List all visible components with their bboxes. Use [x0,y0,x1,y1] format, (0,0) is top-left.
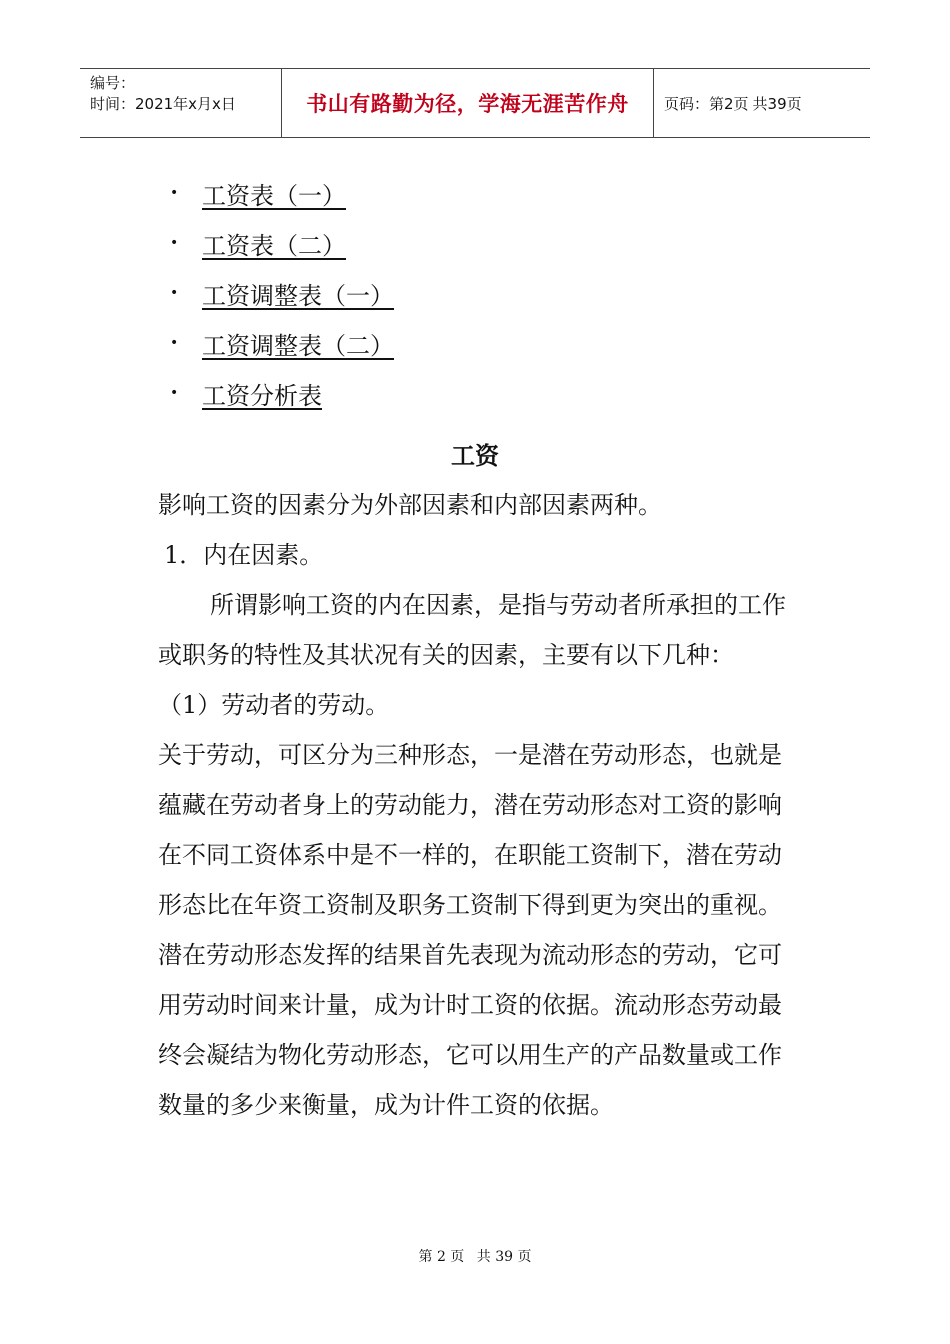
paragraph: 关于劳动，可区分为三种形态，一是潜在劳动形态，也就是蕴藏在劳动者身上的劳动能力，潜在劳动形态对工资的影响在不同工资体系中是不一样的，在职能工资制下，潜在劳动形态比在年资工资制及职务工资制下得到更为突出的重视。潜在劳动形态发挥的结果首先表现为流动形态的劳动，它可用劳动时间来计量，成为计时工资的依据。流动形态劳动最终会凝结为物化劳动形态，它可以用生产的产品数量或工作数量的多少来衡量，成为计件工资的依据。 [158,741,782,1119]
paragraph: （1）劳动者的劳动。 [158,691,390,719]
header-total-label: 共39页 [752,94,802,113]
toc-item [170,318,394,368]
paragraph: 影响工资的因素分为外部因素和内部因素两种。 [158,491,662,519]
bullet-icon: • [170,285,179,301]
footer-total: 共 39 页 [476,1249,532,1265]
header-motto: 书山有路勤为径，学海无涯苦作舟 [282,69,654,137]
number-label: 编号： [90,74,136,92]
toc-link-adjust-table-1[interactable]: 工资调整表（一） [202,281,394,310]
page-footer [0,1246,950,1266]
toc-item [170,218,394,268]
header-page-label: 页码：第2页 [664,94,749,113]
footer-page: 第 2 页 [418,1249,465,1265]
header-page-info [654,69,870,137]
toc-item [170,368,394,418]
bullet-icon: • [170,335,179,351]
bullet-icon: • [170,235,179,251]
bullet-icon: • [170,185,179,201]
header-meta [80,69,282,137]
toc-link-analysis-table[interactable]: 工资分析表 [202,381,322,410]
paragraph: 所谓影响工资的内在因素，是指与劳动者所承担的工作或职务的特性及其状况有关的因素，主要有以下几种： [158,591,786,669]
bullet-icon: • [170,385,179,401]
toc-link-salary-table-1[interactable]: 工资表（一） [202,181,346,210]
toc-item [170,168,394,218]
toc-link-salary-table-2[interactable]: 工资表（二） [202,231,346,260]
toc-list [170,168,394,418]
body-text [158,480,798,1130]
section-title: 工资 [451,442,499,470]
paragraph: 1．内在因素。 [164,541,324,569]
toc-item [170,268,394,318]
toc-link-adjust-table-2[interactable]: 工资调整表（二） [202,331,394,360]
page-header [80,68,870,138]
time-label: 时间：2021年x月x日 [90,95,236,113]
